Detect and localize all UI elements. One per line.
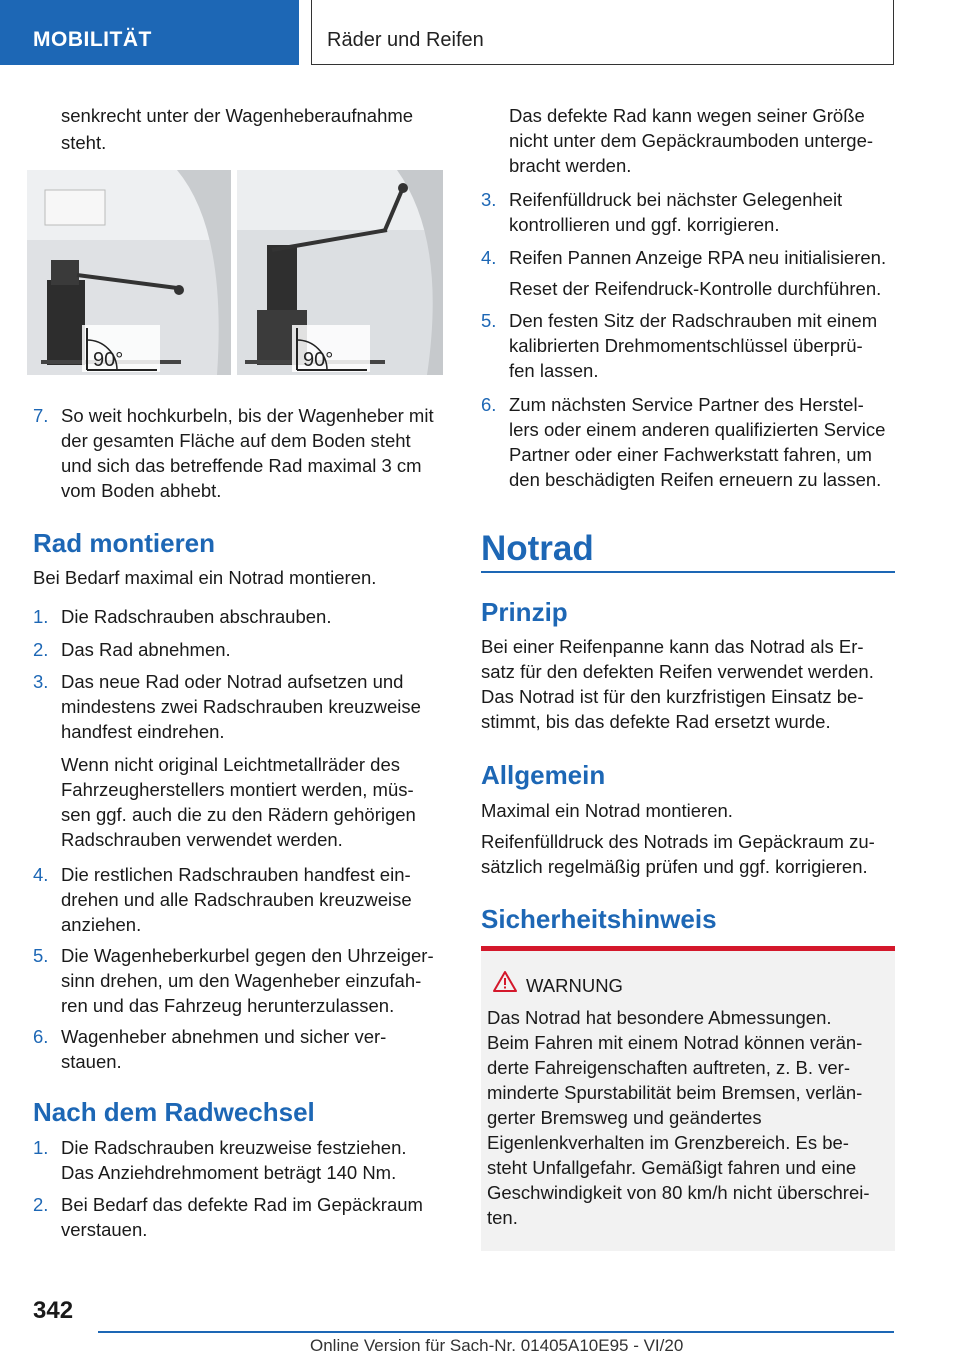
list-text: Partner oder einer Fachwerkstatt fahren, um	[509, 444, 872, 465]
list-text: lers oder einem anderen qualifizierten Service	[509, 419, 886, 440]
list-text: den beschädigten Reifen erneuern zu lassen.	[509, 469, 882, 490]
text-line: nicht unter dem Gepäckraumboden unterge-	[509, 130, 874, 151]
list-text: der gesamten Fläche auf dem Boden steht	[61, 430, 411, 451]
intro-line-2: steht.	[61, 132, 107, 153]
text-line: Beim Fahren mit einem Notrad können verän-	[487, 1032, 863, 1053]
list-text: Das Anziehdrehmoment beträgt 140 Nm.	[61, 1162, 397, 1183]
list-text: fen lassen.	[509, 360, 599, 381]
list-text: So weit hochkurbeln, bis der Wagenheber mit	[61, 405, 434, 426]
text-line: derte Fahreigenschaften auftreten, z. B. ver-	[487, 1057, 850, 1078]
text-line: bracht werden.	[509, 155, 632, 176]
list-text: Das Rad abnehmen.	[61, 639, 231, 660]
list-item	[481, 392, 899, 492]
list-text: kalibrierten Drehmomentschlüssel überprü-	[509, 335, 863, 356]
list-item	[33, 1024, 453, 1074]
list-item	[481, 187, 899, 237]
list-item	[481, 308, 899, 383]
list-number: 3.	[33, 671, 49, 692]
list-number: 4.	[481, 247, 497, 268]
list-text: sinn drehen, um den Wagenheber einzufah-	[61, 970, 422, 991]
warning-title: WARNUNG	[526, 975, 623, 996]
text-line: sätzlich regelmäßig prüfen und ggf. korrigieren.	[481, 856, 868, 877]
jack-figure	[27, 170, 443, 375]
list-item	[33, 943, 453, 1018]
text-line: steht Unfallgefahr. Gemäßigt fahren und eine	[487, 1157, 857, 1178]
angle-label-2: 90°	[303, 349, 334, 371]
jack-illustration	[27, 170, 443, 375]
list-text: Zum nächsten Service Partner des Herstel-	[509, 394, 864, 415]
list-number: 1.	[33, 606, 49, 627]
text-line: gerter Bremsweg und geändertes	[487, 1107, 762, 1128]
list-text: Die Wagenheberkurbel gegen den Uhrzeiger-	[61, 945, 434, 966]
list-text: Bei Bedarf das defekte Rad im Gepäckraum	[61, 1194, 423, 1215]
list-number: 6.	[33, 1026, 49, 1047]
list-number: 3.	[481, 189, 497, 210]
angle-label-1: 90°	[93, 349, 124, 371]
page-number: 342	[33, 1297, 74, 1324]
list-text: vom Boden abhebt.	[61, 480, 222, 501]
list-note: sen ggf. auch die zu den Rädern gehörigen	[61, 804, 416, 825]
list-text: Wagenheber abnehmen und sicher ver-	[61, 1026, 387, 1047]
list-text: Reifenfülldruck bei nächster Gelegenheit	[509, 189, 843, 210]
list-item	[33, 637, 453, 662]
list-text: verstauen.	[61, 1219, 148, 1240]
text-line: Geschwindigkeit von 80 km/h nicht überschrei-	[487, 1182, 870, 1203]
text-line: stimmt, bis das defekte Rad ersetzt wurde.	[481, 711, 831, 732]
heading-allgemein: Allgemein	[481, 760, 606, 790]
text-line: Das Notrad ist für den kurzfristigen Einsatz be-	[481, 686, 864, 707]
heading-sicherheitshinweis: Sicherheitshinweis	[481, 904, 717, 934]
list-item	[33, 669, 453, 852]
text-line: Das defekte Rad kann wegen seiner Größe	[509, 105, 865, 126]
warning-body	[487, 1005, 892, 1230]
warning-top-bar	[481, 946, 895, 951]
list-number: 5.	[33, 945, 49, 966]
list-text: drehen und alle Radschrauben kreuzweise	[61, 889, 412, 910]
list-text: handfest eindrehen.	[61, 721, 225, 742]
allgemein-p1: Maximal ein Notrad montieren.	[481, 800, 733, 821]
text-line: Bei einer Reifenpanne kann das Notrad als Er-	[481, 636, 864, 657]
text-line: ten.	[487, 1207, 518, 1228]
list-number: 2.	[33, 639, 49, 660]
intro-line-1: senkrecht unter der Wagenheberaufnahme	[61, 105, 414, 126]
list-text: Die Radschrauben kreuzweise festziehen.	[61, 1137, 407, 1158]
list-number: 4.	[33, 864, 49, 885]
list-note: Reset der Reifendruck-Kontrolle durchführen.	[509, 278, 882, 299]
list-item-step7	[33, 403, 453, 503]
list-text: und sich das betreffende Rad maximal 3 cm	[61, 455, 422, 476]
list-text: stauen.	[61, 1051, 122, 1072]
section-tab: MOBILITÄT	[0, 0, 299, 65]
text-line: satz für den defekten Reifen verwendet werden.	[481, 661, 874, 682]
list-text: Die restlichen Radschrauben handfest ein-	[61, 864, 411, 885]
list-note: Wenn nicht original Leichtmetallräder des	[61, 754, 401, 775]
list-item	[481, 245, 899, 301]
prinzip-text	[481, 634, 899, 734]
list-number: 5.	[481, 310, 497, 331]
list-number: 2.	[33, 1194, 49, 1215]
list-note: Radschrauben verwendet werden.	[61, 829, 343, 850]
warning-icon	[493, 970, 517, 992]
list-item	[33, 862, 453, 937]
heading-notrad: Notrad	[481, 529, 594, 568]
list-number: 7.	[33, 405, 49, 426]
list-number: 6.	[481, 394, 497, 415]
footer-text: Online Version für Sach-Nr. 01405A10E95 - VI/20	[310, 1336, 684, 1355]
warning-box	[481, 946, 895, 1251]
list-item	[33, 604, 453, 629]
chapter-title: Räder und Reifen	[311, 0, 894, 65]
allgemein-p2	[481, 829, 899, 879]
text-line: Reifenfülldruck des Notrads im Gepäckraum zu-	[481, 831, 875, 852]
heading-rule	[481, 571, 895, 573]
text-line: minderte Spurstabilität beim Bremsen, verlän-	[487, 1082, 863, 1103]
rad-montieren-intro: Bei Bedarf maximal ein Notrad montieren.	[33, 567, 377, 588]
list-item	[33, 1192, 453, 1242]
list-text: Den festen Sitz der Radschrauben mit einem	[509, 310, 878, 331]
list-text: ren und das Fahrzeug herunterzulassen.	[61, 995, 395, 1016]
list-text: anziehen.	[61, 914, 142, 935]
list-text: Die Radschrauben abschrauben.	[61, 606, 332, 627]
footer-rule	[98, 1331, 894, 1333]
text-line: Eigenlenkverhalten im Grenzbereich. Es be-	[487, 1132, 849, 1153]
list-item	[33, 1135, 453, 1185]
list-text: Reifen Pannen Anzeige RPA neu initialisieren.	[509, 247, 887, 268]
list-note: Fahrzeugherstellers montiert werden, müs-	[61, 779, 414, 800]
heading-nach-dem-radwechsel: Nach dem Radwechsel	[33, 1097, 315, 1127]
list-text: Das neue Rad oder Notrad aufsetzen und	[61, 671, 404, 692]
list-number: 1.	[33, 1137, 49, 1158]
list-text: mindestens zwei Radschrauben kreuzweise	[61, 696, 421, 717]
continued-text	[509, 103, 899, 178]
text-line: Das Notrad hat besondere Abmessungen.	[487, 1007, 832, 1028]
heading-prinzip: Prinzip	[481, 597, 568, 627]
heading-rad-montieren: Rad montieren	[33, 528, 216, 558]
list-text: kontrollieren und ggf. korrigieren.	[509, 214, 780, 235]
